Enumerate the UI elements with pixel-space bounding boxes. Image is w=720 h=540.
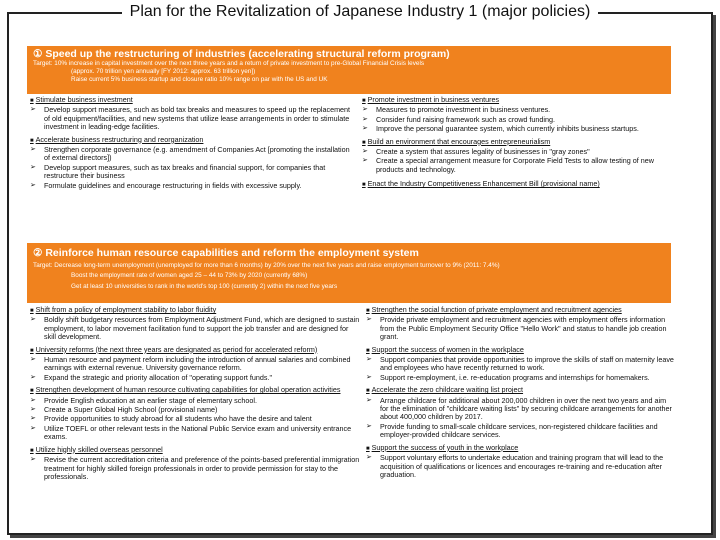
policy-item-text: Improve the personal guarantee system, which currently inhibits business startups. xyxy=(376,124,639,134)
policy-item-text: Provide opportunities to study abroad for all students who have the desire and talent xyxy=(44,414,312,424)
arrow-bullet-icon: ➢ xyxy=(366,373,372,381)
policy-section-heading: ■ Support the success of women in the workplace xyxy=(366,346,676,355)
arrow-bullet-icon: ➢ xyxy=(30,106,36,114)
arrow-bullet-icon: ➢ xyxy=(30,316,36,324)
policy-section xyxy=(366,306,676,342)
policy-item-text: Utilize TOEFL or other relevant tests in the National Public Service exam and university entrance exams. xyxy=(44,423,352,442)
policy-item xyxy=(30,356,360,373)
policy-section-heading: ■ Stimulate business investment xyxy=(30,96,355,105)
policy-item xyxy=(30,374,360,382)
arrow-bullet-icon: ➢ xyxy=(366,454,372,462)
policy-item xyxy=(362,116,674,124)
policy-item xyxy=(366,316,676,341)
policy-section xyxy=(362,138,674,175)
policy-section xyxy=(30,136,355,190)
policy-section xyxy=(362,96,674,134)
section2-target-line: Boost the employment rate of women aged 25 – 44 to 73% by 2020 (currently 68%) xyxy=(71,272,308,279)
policy-item-text: Create a system that assures legality of businesses in "gray zones" xyxy=(376,147,590,157)
arrow-bullet-icon: ➢ xyxy=(30,146,36,154)
policy-section xyxy=(30,96,355,132)
page-title-wrap xyxy=(0,3,720,30)
policy-item-text: Provide private employment and recruitment agencies with employment offers information from the Public Employment Security Office "Hello Work" and status to handle job creation grant. xyxy=(380,315,667,342)
policy-item xyxy=(362,157,674,174)
policy-item xyxy=(366,356,676,373)
section1-heading: ① Speed up the restructuring of industries (accelerating structural reform program) xyxy=(33,48,450,60)
section2-left-column xyxy=(30,302,360,481)
arrow-bullet-icon: ➢ xyxy=(362,148,368,156)
policy-section xyxy=(366,346,676,383)
arrow-bullet-icon: ➢ xyxy=(362,125,368,133)
section2-target-line: Get at least 10 universities to rank in the world's top 100 (currently 2) within the next five years xyxy=(71,283,338,290)
policy-item xyxy=(30,146,355,163)
policy-item-text: Support voluntary efforts to undertake education and training program that will lead to the acquisition of qualifications or licences and encourages re-training and re-education after graduation. xyxy=(380,453,664,479)
policy-section-heading: ■ Support the success of youth in the workplace xyxy=(366,444,676,453)
section2-banner xyxy=(27,243,671,303)
policy-item xyxy=(366,423,676,440)
policy-section xyxy=(30,446,360,482)
section2-heading: ② Reinforce human resource capabilities and reform the employment system xyxy=(33,247,419,259)
policy-item xyxy=(30,456,360,481)
policy-item xyxy=(362,125,674,133)
policy-item xyxy=(366,374,676,382)
policy-item-text: Create a special arrangement measure for Corporate Field Tests to allow testing of new products and technology. xyxy=(376,156,654,174)
arrow-bullet-icon: ➢ xyxy=(30,396,36,404)
policy-section xyxy=(366,444,676,480)
policy-item xyxy=(30,425,360,442)
section2-right-column xyxy=(366,302,676,479)
policy-item-text: Support companies that provide opportunities to improve the skills of staff on maternity leave and employees who have recently returned to work. xyxy=(380,355,674,373)
arrow-bullet-icon: ➢ xyxy=(362,157,368,165)
policy-item xyxy=(30,415,360,423)
policy-item xyxy=(366,454,676,479)
section1-left-column xyxy=(30,92,355,190)
arrow-bullet-icon: ➢ xyxy=(30,415,36,423)
policy-section xyxy=(30,346,360,383)
arrow-bullet-icon: ➢ xyxy=(30,424,36,432)
policy-item-text: Consider fund raising framework such as crowd funding. xyxy=(376,114,555,124)
policy-item-text: Revise the current accreditation criteria and preference of the points-based preferential immigration treatment for highly skilled foreign professionals in order to provide permission for stay to the professionals. xyxy=(44,455,360,481)
arrow-bullet-icon: ➢ xyxy=(362,106,368,114)
arrow-bullet-icon: ➢ xyxy=(30,456,36,464)
policy-item xyxy=(30,406,360,414)
section1-target-line: Target: 10% increase in capital investment over the next three years and a return of private investment to pre-Global Financial Crisis levels xyxy=(33,60,425,67)
policy-item-text: Provide funding to small-scale childcare services, non-registered childcare facilities and employer-provided childcare services. xyxy=(380,421,658,440)
policy-section-heading: ■ Accelerate business restructuring and reorganization xyxy=(30,136,355,145)
policy-item-text: Expand the strategic and priority allocation of "operating support funds." xyxy=(44,372,273,382)
policy-section-heading: ■ Build an environment that encourages entrepreneurialism xyxy=(362,138,674,147)
policy-section-heading: ■ Promote investment in business ventures xyxy=(362,96,674,105)
arrow-bullet-icon: ➢ xyxy=(362,115,368,123)
arrow-bullet-icon: ➢ xyxy=(30,373,36,381)
policy-section-heading: ■ Shift from a policy of employment stability to labor fluidity xyxy=(30,306,360,315)
arrow-bullet-icon: ➢ xyxy=(30,181,36,189)
policy-section-heading: ■ Utilize highly skilled overseas personnel xyxy=(30,446,360,455)
policy-section xyxy=(30,306,360,342)
arrow-bullet-icon: ➢ xyxy=(366,422,372,430)
policy-item xyxy=(30,164,355,181)
policy-item-text: Arrange childcare for additional about 200,000 children in over the next two years and aim for the elimination of "childcare waiting lists" by securing childcare arrangements for another about 400,000 children by 2017. xyxy=(380,395,672,422)
arrow-bullet-icon: ➢ xyxy=(30,356,36,364)
policy-item-text: Human resource and payment reform including the introduction of annual salaries and combined earnings with external revenue. University governance reform. xyxy=(44,355,351,373)
section1-banner xyxy=(27,46,671,94)
policy-item xyxy=(30,316,360,341)
arrow-bullet-icon: ➢ xyxy=(30,406,36,414)
policy-item-text: Formulate guidelines and encourage restructuring in fields with excessive supply. xyxy=(44,180,302,190)
arrow-bullet-icon: ➢ xyxy=(366,316,372,324)
section1-right-column xyxy=(362,92,674,190)
policy-item xyxy=(30,182,355,190)
policy-item xyxy=(30,397,360,405)
policy-section-heading: ■ Strengthen the social function of private employment and recruitment agencies xyxy=(366,306,676,315)
policy-section-heading: ■ Strengthen development of human resource cultivating capabilities for global operation activities xyxy=(30,386,360,395)
policy-section xyxy=(30,386,360,441)
policy-section-heading: ■ Accelerate the zero childcare waiting list project xyxy=(366,386,676,395)
policy-item-text: Boldly shift budgetary resources from Employment Adjustment Fund, which are designed to sustain employment, to labor movement facilitation fund to support the job transfer and are designed for skill development. xyxy=(44,315,360,342)
arrow-bullet-icon: ➢ xyxy=(366,396,372,404)
policy-section-heading: ■ Enact the Industry Competitiveness Enhancement Bill (provisional name) xyxy=(362,180,674,189)
policy-item-text: Develop support measures, such as bold tax breaks and measures to speed up the replacement of old equipment/facilities, and new systems that utilize lease arrangements in order to stimulate investment in leading-edge facilities. xyxy=(44,105,351,132)
policy-section xyxy=(362,180,674,189)
policy-item xyxy=(362,106,674,114)
policy-section xyxy=(366,386,676,439)
policy-item-text: Measures to promote investment in business ventures. xyxy=(376,105,551,115)
policy-item-text: Develop support measures, such as tax breaks and financial support, for companies that restructure their business xyxy=(44,162,326,181)
section1-target-line: Raise current 5% business startup and closure ratio 10% range on par with the US and UK xyxy=(71,76,328,83)
policy-item-text: Support re-employment, i.e. re-education programs and internships for homemakers. xyxy=(380,372,650,382)
policy-section-heading: ■ University reforms (the next three years are designated as period for accelerated reform) xyxy=(30,346,360,355)
section2-target-line: Target: Decrease long-term unemployment (unemployed for more than 6 months) by 20% over the next five years and raise employment turnover to 9% (2011: 7.4%) xyxy=(33,262,500,269)
policy-item-text: Create a Super Global High School (provisional name) xyxy=(44,405,218,415)
policy-item xyxy=(366,397,676,422)
section1-target-line: (approx. 70 trillion yen annually [FY 2012: approx. 63 trillion yen]) xyxy=(71,68,256,75)
page-title: Plan for the Revitalization of Japanese Industry 1 (major policies) xyxy=(122,3,599,20)
policy-item xyxy=(362,148,674,156)
policy-item xyxy=(30,106,355,131)
policy-item-text: Provide English education at an earlier stage of elementary school. xyxy=(44,395,257,405)
policy-item-text: Strengthen corporate governance (e.g. amendment of Companies Act [promoting the installation of external directors]) xyxy=(44,145,350,163)
arrow-bullet-icon: ➢ xyxy=(30,163,36,171)
arrow-bullet-icon: ➢ xyxy=(366,356,372,364)
